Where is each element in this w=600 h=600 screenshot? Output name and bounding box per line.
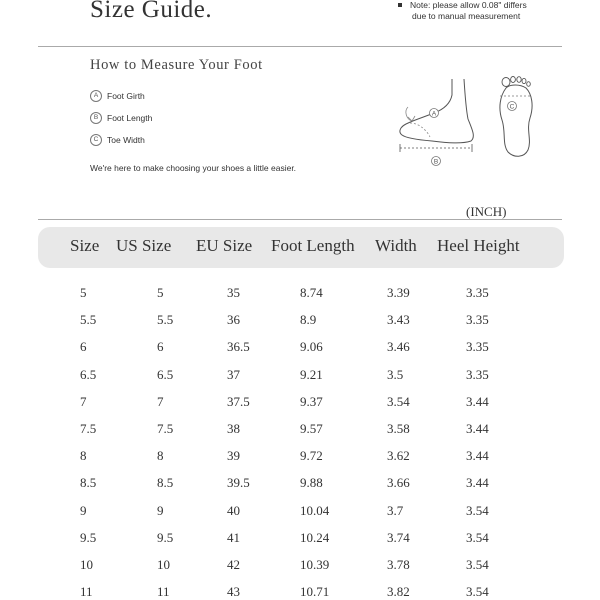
cell-heel-height: 3.44: [466, 448, 489, 464]
foot-sole-diagram-icon: [492, 74, 542, 160]
legend-letter-a: A: [90, 90, 102, 102]
legend-label: Foot Length: [107, 113, 153, 123]
cell-size: 7: [80, 393, 87, 409]
cell-us-size: 8: [157, 448, 164, 464]
cell-width: 3.62: [387, 448, 410, 464]
cell-width: 3.82: [387, 584, 410, 600]
cell-size: 9.5: [80, 529, 97, 545]
cell-eu-size: 39.5: [227, 475, 250, 491]
cell-eu-size: 36.5: [227, 339, 250, 355]
header-width: Width: [375, 236, 417, 255]
cell-size: 6: [80, 339, 87, 355]
header-heel-height: Heel Height: [437, 236, 520, 255]
bullet-icon: [398, 3, 402, 7]
cell-width: 3.54: [387, 393, 410, 409]
diagram-letter-b: B: [433, 158, 439, 166]
measurement-note: [398, 0, 527, 22]
tagline: We're here to make choosing your shoes a little easier.: [90, 163, 297, 173]
cell-foot-length: 10.24: [300, 529, 330, 545]
cell-foot-length: 9.57: [300, 421, 323, 436]
cell-size: 11: [80, 584, 93, 600]
header-us-size: US Size: [116, 236, 172, 255]
cell-width: 3.66: [387, 475, 410, 491]
cell-us-size: 6: [157, 339, 164, 355]
header-foot-length: Foot Length: [271, 236, 355, 255]
note-line-1: Note: please allow 0.08" differs: [410, 0, 527, 10]
cell-foot-length: 10.39: [300, 557, 330, 572]
cell-foot-length: 10.71: [300, 584, 330, 600]
legend-item-toe-width: [90, 134, 145, 146]
cell-size: 9: [80, 502, 87, 518]
cell-eu-size: 36: [227, 312, 240, 328]
legend-label: Toe Width: [107, 135, 145, 145]
cell-size: 8.5: [80, 475, 97, 491]
cell-size: 10: [80, 557, 93, 572]
cell-width: 3.5: [387, 366, 404, 382]
cell-foot-length: 10.04: [300, 502, 330, 518]
cell-width: 3.46: [387, 339, 410, 355]
cell-foot-length: 9.88: [300, 475, 323, 491]
cell-heel-height: 3.54: [466, 529, 489, 545]
cell-heel-height: 3.44: [466, 393, 489, 409]
cell-heel-height: 3.54: [466, 502, 489, 518]
cell-foot-length: 9.72: [300, 448, 323, 464]
cell-us-size: 7: [157, 393, 164, 409]
foot-side-diagram-icon: [392, 75, 484, 171]
cell-foot-length: 8.9: [300, 312, 317, 328]
cell-heel-height: 3.54: [466, 584, 489, 600]
cell-us-size: 7.5: [157, 421, 174, 436]
cell-foot-length: 9.06: [300, 339, 323, 355]
cell-width: 3.78: [387, 557, 410, 572]
cell-heel-height: 3.54: [466, 557, 489, 572]
cell-eu-size: 42: [227, 557, 240, 572]
cell-size: 5.5: [80, 312, 97, 328]
legend-item-foot-girth: [90, 90, 145, 102]
cell-heel-height: 3.35: [466, 312, 489, 328]
cell-us-size: 9: [157, 502, 164, 518]
cell-us-size: 9.5: [157, 529, 174, 545]
cell-eu-size: 40: [227, 502, 240, 518]
cell-us-size: 8.5: [157, 475, 174, 491]
cell-width: 3.7: [387, 502, 404, 518]
header-eu-size: EU Size: [196, 236, 253, 255]
cell-foot-length: 9.21: [300, 366, 323, 382]
divider-top: [38, 46, 562, 47]
cell-eu-size: 35: [227, 285, 240, 300]
cell-eu-size: 41: [227, 529, 240, 545]
cell-width: 3.39: [387, 285, 410, 300]
unit-label: (INCH): [466, 204, 507, 219]
cell-size: 8: [80, 448, 87, 464]
cell-foot-length: 8.74: [300, 285, 323, 300]
cell-heel-height: 3.35: [466, 285, 489, 300]
cell-eu-size: 37.5: [227, 393, 250, 409]
legend-item-foot-length: [90, 112, 152, 124]
cell-us-size: 6.5: [157, 366, 174, 382]
cell-eu-size: 38: [227, 421, 240, 436]
cell-heel-height: 3.35: [466, 339, 489, 355]
page-title: Size Guide.: [90, 0, 213, 23]
legend-letter-c: C: [90, 134, 102, 146]
cell-heel-height: 3.44: [466, 475, 489, 491]
legend-label: Foot Girth: [107, 91, 145, 101]
cell-us-size: 11: [157, 584, 170, 600]
divider-table: [38, 219, 562, 220]
cell-us-size: 5: [157, 285, 164, 300]
cell-heel-height: 3.44: [466, 421, 489, 436]
cell-size: 5: [80, 285, 87, 300]
cell-eu-size: 43: [227, 584, 240, 600]
cell-us-size: 10: [157, 557, 170, 572]
cell-width: 3.43: [387, 312, 410, 328]
legend-letter-b: B: [90, 112, 102, 124]
cell-size: 6.5: [80, 366, 97, 382]
header-size: Size: [70, 236, 100, 255]
cell-heel-height: 3.35: [466, 366, 489, 382]
cell-eu-size: 39: [227, 448, 240, 464]
cell-eu-size: 37: [227, 366, 240, 382]
diagram-letter-c: C: [509, 103, 515, 111]
cell-foot-length: 9.37: [300, 393, 323, 409]
diagram-letter-a: A: [431, 110, 437, 118]
measure-subtitle: How to Measure Your Foot: [90, 57, 263, 73]
cell-width: 3.58: [387, 421, 410, 436]
cell-us-size: 5.5: [157, 312, 174, 328]
cell-size: 7.5: [80, 421, 97, 436]
note-line-2: due to manual measurement: [412, 11, 521, 21]
cell-width: 3.74: [387, 529, 410, 545]
